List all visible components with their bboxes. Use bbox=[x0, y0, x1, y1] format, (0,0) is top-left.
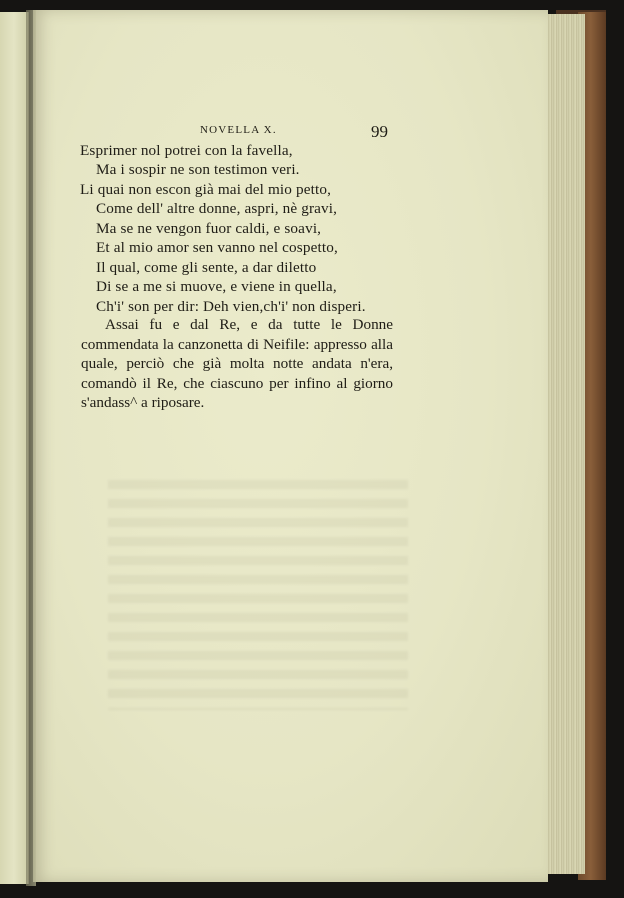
page-number: 99 bbox=[371, 122, 388, 141]
prose-paragraph: Assai fu e dal Re, e da tutte le Donne commendata la canzonetta di Neifile: appresso alla quale, perciò che già molta notte andata n'era, comandò il Re, che ciascuno per infino al giorno s'andass^ a riposare. bbox=[81, 316, 393, 411]
verse-line: Ch'i' son per dir: Deh vien,ch'i' non disperi. bbox=[96, 298, 366, 315]
show-through-text bbox=[108, 480, 408, 710]
verse-line: Et al mio amor sen vanno nel cospetto, bbox=[96, 239, 338, 256]
left-page-edge bbox=[0, 12, 29, 884]
verse-line: Il qual, come gli sente, a dar diletto bbox=[96, 259, 317, 276]
page-block-edges bbox=[546, 14, 585, 874]
verse-line: Ma i sospir ne son testimon veri. bbox=[96, 161, 300, 178]
running-head: NOVELLA X. bbox=[200, 124, 277, 136]
verse-line: Di se a me si muove, e viene in quella, bbox=[96, 278, 337, 295]
verse-line: Ma se ne vengon fuor caldi, e soavi, bbox=[96, 220, 322, 237]
verse-line: Li quai non escon già mai del mio petto, bbox=[80, 181, 332, 198]
verse-line: Come dell' altre donne, aspri, nè gravi, bbox=[96, 200, 338, 217]
page-text bbox=[33, 10, 548, 882]
verse-line: Esprimer nol potrei con la favella, bbox=[80, 142, 293, 159]
